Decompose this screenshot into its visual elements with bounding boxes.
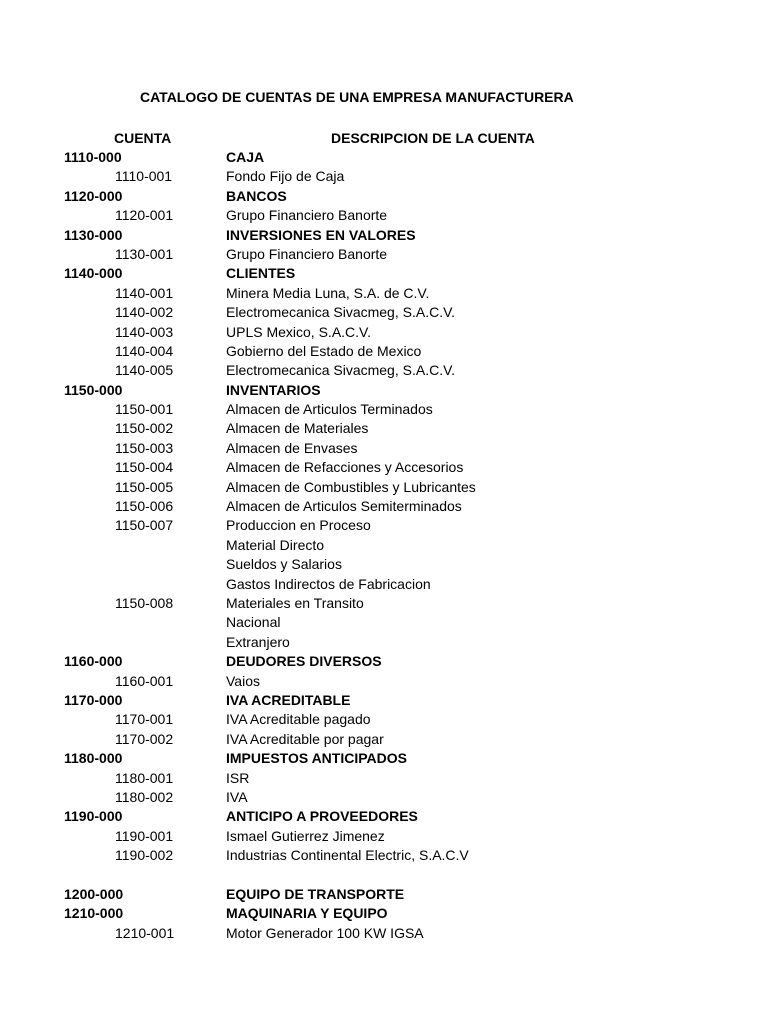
table-row	[0, 478, 768, 497]
table-row	[0, 400, 768, 419]
account-code: 1200-000	[64, 885, 124, 902]
table-row	[0, 148, 768, 167]
account-column-header: CUENTA	[114, 130, 172, 146]
account-description: INVERSIONES EN VALORES	[226, 226, 416, 243]
account-description: MAQUINARIA Y EQUIPO	[226, 905, 388, 922]
account-description: ANTICIPO A PROVEEDORES	[226, 808, 418, 825]
account-code: 1130-000	[64, 226, 123, 243]
account-code: 1170-001	[115, 711, 174, 728]
table-row	[0, 497, 768, 516]
account-code: 1150-004	[115, 459, 174, 476]
account-code: 1150-005	[115, 478, 174, 495]
account-description: Fondo Fijo de Caja	[226, 168, 345, 185]
account-code: 1140-000	[64, 265, 123, 282]
account-description: Electromecanica Sivacmeg, S.A.C.V.	[226, 362, 456, 379]
table-row	[0, 672, 768, 691]
account-code: 1140-004	[115, 342, 174, 359]
account-description: Almacen de Materiales	[226, 420, 369, 437]
account-description: Motor Generador 100 KW IGSA	[226, 924, 424, 941]
account-code: 1190-002	[115, 847, 174, 864]
account-code: 1150-001	[115, 401, 174, 418]
table-row	[0, 439, 768, 458]
account-code: 1150-007	[115, 517, 174, 534]
account-code: 1190-000	[64, 808, 123, 825]
account-code: 1120-001	[115, 207, 174, 224]
account-description: ISR	[226, 769, 250, 786]
account-description: Almacen de Refacciones y Accesorios	[226, 459, 464, 476]
account-code: 1110-000	[64, 149, 122, 165]
table-row	[0, 827, 768, 846]
description-column-header: DESCRIPCION DE LA CUENTA	[331, 130, 535, 146]
table-row	[0, 226, 768, 245]
table-row	[0, 187, 768, 206]
table-row	[0, 769, 768, 788]
account-description: CLIENTES	[226, 265, 296, 282]
account-description: Extranjero	[226, 633, 290, 650]
table-row	[0, 633, 768, 652]
table-row	[0, 807, 768, 826]
account-description: Material Directo	[226, 536, 325, 553]
account-code: 1180-000	[64, 750, 123, 767]
account-code: 1150-006	[115, 498, 174, 515]
account-code: 1160-000	[64, 653, 123, 670]
table-row	[0, 323, 768, 342]
account-code: 1190-001	[115, 827, 174, 844]
table-row	[0, 516, 768, 535]
account-code: 1180-002	[115, 788, 174, 805]
account-description: Gobierno del Estado de Mexico	[226, 342, 422, 359]
account-description: Sueldos y Salarios	[226, 556, 342, 573]
account-list	[0, 148, 768, 943]
page-title: CATALOGO DE CUENTAS DE UNA EMPRESA MANUFACTURERA	[140, 89, 574, 105]
account-description: CAJA	[226, 149, 265, 165]
table-row	[0, 303, 768, 322]
table-row	[0, 924, 768, 943]
account-code: 1210-001	[115, 924, 175, 941]
account-description: IVA	[226, 788, 248, 805]
account-description: Electromecanica Sivacmeg, S.A.C.V.	[226, 304, 456, 321]
account-description: Almacen de Articulos Terminados	[226, 401, 433, 418]
table-row	[0, 788, 768, 807]
table-row	[0, 245, 768, 264]
table-row	[0, 710, 768, 729]
account-code: 1140-001	[115, 284, 174, 301]
account-description: Materiales en Transito	[226, 594, 364, 611]
account-description: EQUIPO DE TRANSPORTE	[226, 885, 405, 902]
account-description: Nacional	[226, 614, 281, 631]
table-row	[0, 536, 768, 555]
account-description: UPLS Mexico, S.A.C.V.	[226, 323, 371, 340]
account-code: 1170-002	[115, 730, 174, 747]
account-description: BANCOS	[226, 187, 287, 204]
account-code: 1120-000	[64, 187, 123, 204]
account-description: IMPUESTOS ANTICIPADOS	[226, 750, 407, 767]
account-description: IVA ACREDITABLE	[226, 691, 351, 708]
account-description: Produccion en Proceso	[226, 517, 371, 534]
account-code: 1210-000	[64, 905, 124, 922]
table-row	[0, 594, 768, 613]
table-row	[0, 381, 768, 400]
account-code: 1150-008	[115, 594, 174, 611]
account-code: 1140-002	[115, 304, 174, 321]
table-row	[0, 167, 768, 186]
account-description: Almacen de Combustibles y Lubricantes	[226, 478, 476, 495]
table-row	[0, 730, 768, 749]
account-description: Industrias Continental Electric, S.A.C.V	[226, 847, 469, 864]
account-code: 1180-001	[115, 769, 174, 786]
account-description: Gastos Indirectos de Fabricacion	[226, 575, 431, 592]
account-code: 1140-005	[115, 362, 174, 379]
table-row	[0, 284, 768, 303]
account-code: 1110-001	[115, 168, 173, 185]
account-code: 1160-001	[115, 672, 174, 689]
spacer-row	[0, 865, 768, 884]
account-code: 1140-003	[115, 323, 174, 340]
account-code: 1150-002	[115, 420, 174, 437]
account-code: 1150-000	[64, 381, 123, 398]
account-description: IVA Acreditable por pagar	[226, 730, 384, 747]
account-description: Almacen de Envases	[226, 439, 358, 456]
table-row	[0, 361, 768, 380]
account-description: IVA Acreditable pagado	[226, 711, 371, 728]
table-row	[0, 652, 768, 671]
table-row	[0, 885, 768, 904]
account-description: Grupo Financiero Banorte	[226, 207, 388, 224]
table-row	[0, 613, 768, 632]
account-description: INVENTARIOS	[226, 381, 321, 398]
account-description: Minera Media Luna, S.A. de C.V.	[226, 284, 430, 301]
table-row	[0, 264, 768, 283]
account-description: Vaios	[226, 672, 260, 689]
table-row	[0, 206, 768, 225]
table-row	[0, 342, 768, 361]
table-row	[0, 846, 768, 865]
table-header	[0, 128, 768, 148]
account-code: 1170-000	[64, 691, 123, 708]
account-code: 1130-001	[115, 245, 174, 262]
account-description: DEUDORES DIVERSOS	[226, 653, 382, 670]
account-description: Ismael Gutierrez Jimenez	[226, 827, 385, 844]
table-row	[0, 575, 768, 594]
table-row	[0, 458, 768, 477]
table-row	[0, 749, 768, 768]
table-row	[0, 904, 768, 923]
account-description: Almacen de Articulos Semiterminados	[226, 498, 462, 515]
account-code: 1150-003	[115, 439, 174, 456]
account-description: Grupo Financiero Banorte	[226, 245, 388, 262]
table-row	[0, 419, 768, 438]
table-row	[0, 691, 768, 710]
table-row	[0, 555, 768, 574]
